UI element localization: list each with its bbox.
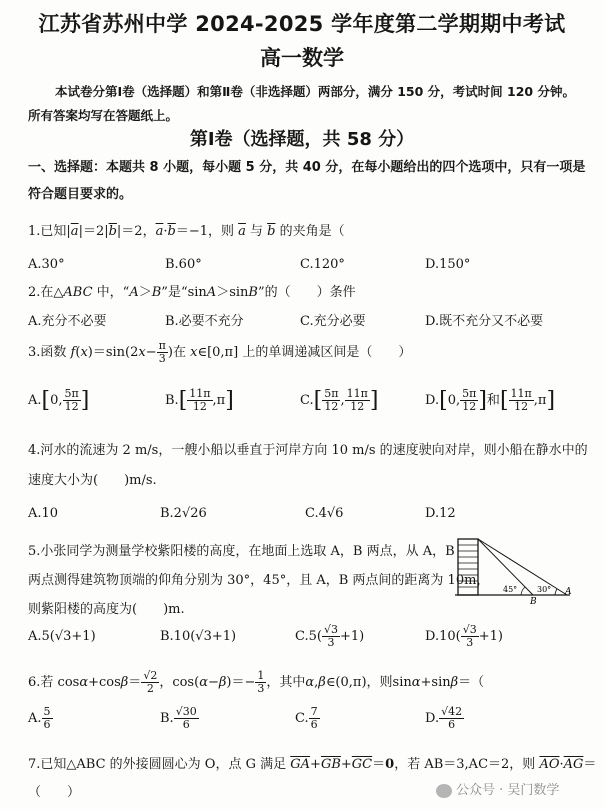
angle-arc-a <box>555 589 557 595</box>
q2-option-a: A.充分不必要 <box>28 314 107 329</box>
question-5-line-3: 则紫阳楼的高度为( )m. <box>28 602 185 617</box>
q6-stem-mid: ，其中 <box>266 675 306 690</box>
q5-option-c: C.5( $\frac{√3}{3}$ +1) <box>295 623 365 649</box>
q3-option-a: A.[0, $\frac{5\pi}{12}$ ] <box>28 387 90 413</box>
question-4-line-1: 4.河水的流速为 2 m/s，一艘小船以垂直于河岸方向 10 m/s 的速度驶向对岸，则小船在静水中的 <box>28 443 588 458</box>
intro-line-1: 本试卷分第Ⅰ卷（选择题）和第Ⅱ卷（非选择题）两部分，满分 150 分，考试时间 120 分钟。 <box>55 84 575 99</box>
question-1-stem: 1.已知$|\overline{a}|=2|\overline{b}|=2$，$\overline{a}\cdot\overline{b}=-1$，则 $\overline{a}$ 与 $\overline{b}$ 的夹角是（ <box>28 224 371 239</box>
point-label-b: B <box>530 597 537 605</box>
watermark <box>436 779 559 798</box>
q2-stem-end: 条件 <box>329 285 356 300</box>
sightline-a <box>478 539 567 595</box>
section-instruction-1: 一、选择题：本题共 8 小题，每小题 5 分，共 40 分，在每小题给出的四个选项中，只有一项是 <box>28 160 586 175</box>
q6-stem-end: ，则 <box>366 675 393 690</box>
q2-option-b: B.必要不充分 <box>165 314 244 329</box>
q5-option-b: B.10(√3+1) <box>160 629 237 644</box>
wechat-icon <box>436 784 452 798</box>
q6-option-d: D. $\frac{√42}{6}$ <box>425 705 463 731</box>
q6-option-b: B. $\frac{√30}{6}$ <box>160 705 197 731</box>
q4-option-b: B.2√26 <box>160 506 207 521</box>
question-5-line-2: 两点测得建筑物顶端的仰角分别为 30°，45°，且 A，B 两点间的距离为 10m， <box>28 573 490 588</box>
q4-option-d: D.12 <box>425 506 456 521</box>
q7-stem-start: 7.已知△ABC 的外接圆圆心为 O，点 G 满足 <box>28 757 287 772</box>
angle-label-45: 45° <box>503 585 518 594</box>
intro-line-2: 所有答案均写在答题纸上。 <box>28 108 179 123</box>
watermark-text: 公众号 · 吴门数学 <box>456 783 560 798</box>
q4-option-a: A.10 <box>28 506 59 521</box>
question-3-stem: 3.函数 f(x)＝sin(2x− $\frac{\pi}{3}$ )在 x∈[0,π] 上的单调递减区间是（ ） <box>28 339 412 365</box>
q5-option-a: A.5(√3+1) <box>28 629 96 644</box>
q2-option-c: C.充分必要 <box>300 314 366 329</box>
exam-title: 江苏省苏州中学 2024-2025 学年度第二学期期中考试 <box>38 12 566 36</box>
question-5-line-1: 5.小张同学为测量学校紫阳楼的高度，在地面上选取 A，B 两点，从 A，B <box>28 544 455 559</box>
q1-option-c: C.120° <box>300 257 345 272</box>
building-floor-lines <box>458 545 478 587</box>
question-6-stem: 6.若 cosα+cosβ＝ $\frac{√2}{2}$ ，cos(α−β)＝− $\frac{1}{3}$ ，其中α,β∈(0,π)，则sinα+sinβ＝（ <box>28 669 485 695</box>
section-title: 第Ⅰ卷（选择题，共 58 分） <box>189 129 415 150</box>
q3-stem: 上的单调递减区间是（ ） <box>242 345 412 360</box>
q6-option-a: A. $\frac{5}{6}$ <box>28 705 51 731</box>
q7-stem-cond: ，若 AB＝3,AC＝2，则 <box>394 757 536 772</box>
q1-option-b: B.60° <box>165 257 202 272</box>
q2-option-d: D.既不充分又不必要 <box>425 314 544 329</box>
section-instruction-2: 符合题目要求的。 <box>28 187 133 202</box>
q1-option-a: A.30° <box>28 257 65 272</box>
question-2-stem: 2.在△ABC 中，“A＞B”是“sinA＞sinB”的（ ）条件 <box>28 285 356 300</box>
question-4-line-2: 速度大小为( )m/s. <box>28 473 157 488</box>
q5-option-d: D.10( $\frac{√3}{3}$ +1) <box>425 623 503 649</box>
angle-arc-b <box>521 587 525 595</box>
q3-option-d: D.[0, $\frac{5\pi}{12}$ ]和[ $\frac{11\pi}{12}$ ,π] <box>425 387 556 413</box>
q3-option-c: C.[ $\frac{5\pi}{12}$ , $\frac{11\pi}{12}$ ] <box>300 387 379 413</box>
q3-option-b: B.[ $\frac{11\pi}{12}$ ,π] <box>165 387 234 413</box>
question-7-paren: （ ） <box>28 785 81 800</box>
exam-subject: 高一数学 <box>260 46 344 70</box>
q6-option-c: C. $\frac{7}{6}$ <box>295 705 318 731</box>
q4-option-c: C.4√6 <box>305 506 344 521</box>
building-elevation-figure <box>455 535 575 605</box>
question-7-stem: 7.已知△ABC 的外接圆圆心为 O，点 G 满足 $\overline{GA}+\overline{GB}+\overline{GC}=0$，若 AB＝3,AC＝2，则 $\overline{AO}\cdot\overline{AG}=$ <box>28 757 597 772</box>
building-outline <box>458 539 478 595</box>
q1-option-d: D.150° <box>425 257 471 272</box>
angle-label-30: 30° <box>537 585 552 594</box>
point-label-a: A <box>565 587 572 597</box>
